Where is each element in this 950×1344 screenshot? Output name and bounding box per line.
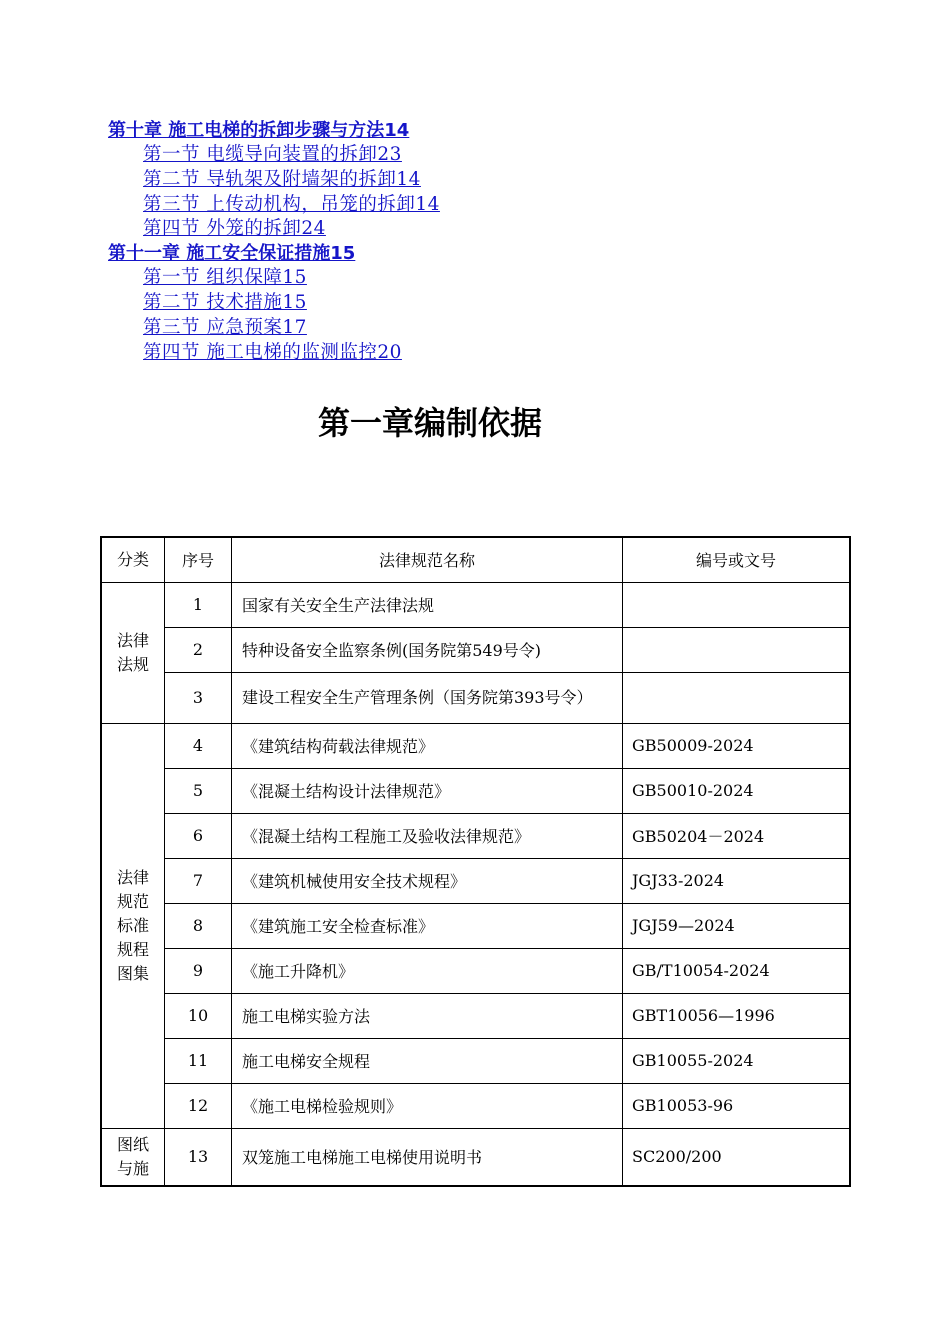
header-name: 法律规范名称 bbox=[232, 537, 623, 582]
category-label: 图纸与施 bbox=[116, 1134, 149, 1178]
toc-section-link[interactable]: 第三节 应急预案17 bbox=[143, 316, 307, 338]
table-row bbox=[101, 813, 850, 858]
row-name: 国家有关安全生产法律法规 bbox=[232, 582, 623, 627]
toc-chapter-11-link[interactable]: 第十一章 施工安全保证措施15 bbox=[108, 243, 356, 265]
toc-section-link[interactable]: 第一节 电缆导向装置的拆卸23 bbox=[143, 144, 402, 165]
row-code: JGJ59—2024 bbox=[623, 903, 851, 948]
row-name: 《施工升降机》 bbox=[232, 948, 623, 993]
table-row bbox=[101, 948, 850, 993]
row-code: GB50010-2024 bbox=[623, 768, 851, 813]
table-header-row bbox=[101, 537, 850, 582]
row-name: 《混凝土结构工程施工及验收法律规范》 bbox=[232, 813, 623, 858]
row-name: 《建筑施工安全检查标准》 bbox=[232, 903, 623, 948]
header-code: 编号或文号 bbox=[623, 537, 851, 582]
toc-section-link[interactable]: 第一节 组织保障15 bbox=[143, 267, 307, 289]
row-name: 施工电梯实验方法 bbox=[232, 993, 623, 1038]
table-row bbox=[101, 903, 850, 948]
row-code bbox=[623, 582, 851, 627]
row-number: 10 bbox=[165, 993, 232, 1038]
table-row bbox=[101, 627, 850, 672]
row-number: 5 bbox=[165, 768, 232, 813]
toc-section-link[interactable]: 第二节 技术措施15 bbox=[143, 291, 307, 313]
header-category: 分类 bbox=[101, 537, 165, 582]
row-number: 13 bbox=[165, 1128, 232, 1186]
table-row bbox=[101, 582, 850, 627]
category-label: 法律法规 bbox=[116, 630, 149, 674]
chapter-heading: 第一章编制依据 bbox=[317, 404, 542, 442]
row-name: 施工电梯安全规程 bbox=[232, 1038, 623, 1083]
row-number: 1 bbox=[165, 582, 232, 627]
row-name: 《施工电梯检验规则》 bbox=[232, 1083, 623, 1128]
row-code: GB50009-2024 bbox=[623, 723, 851, 768]
row-code bbox=[623, 672, 851, 723]
row-code bbox=[623, 627, 851, 672]
toc-section-link[interactable]: 第三节 上传动机构，吊笼的拆卸14 bbox=[143, 193, 440, 215]
toc-section-link[interactable]: 第二节 导轨架及附墙架的拆卸14 bbox=[143, 168, 421, 190]
row-name: 双笼施工电梯施工电梯使用说明书 bbox=[232, 1128, 623, 1186]
row-name: 《建筑结构荷载法律规范》 bbox=[232, 723, 623, 768]
category-cell bbox=[101, 1128, 165, 1186]
header-number: 序号 bbox=[165, 537, 232, 582]
row-number: 6 bbox=[165, 813, 232, 858]
table-row bbox=[101, 672, 850, 723]
row-code: JGJ33-2024 bbox=[623, 858, 851, 903]
row-number: 3 bbox=[165, 672, 232, 723]
table-row bbox=[101, 858, 850, 903]
toc-chapter-10-link[interactable]: 第十章 施工电梯的拆卸步骤与方法14 bbox=[108, 120, 410, 141]
row-number: 12 bbox=[165, 1083, 232, 1128]
row-number: 9 bbox=[165, 948, 232, 993]
regulations-table bbox=[100, 536, 851, 1187]
row-code: GB/T10054-2024 bbox=[623, 948, 851, 993]
category-cell bbox=[101, 582, 165, 723]
row-name: 《建筑机械使用安全技术规程》 bbox=[232, 858, 623, 903]
row-name: 《混凝土结构设计法律规范》 bbox=[232, 768, 623, 813]
row-number: 2 bbox=[165, 627, 232, 672]
row-number: 8 bbox=[165, 903, 232, 948]
row-number: 11 bbox=[165, 1038, 232, 1083]
table-row bbox=[101, 1083, 850, 1128]
table-row bbox=[101, 768, 850, 813]
table-row bbox=[101, 1128, 850, 1186]
toc-section-link[interactable]: 第四节 外笼的拆卸24 bbox=[143, 218, 326, 240]
row-code: GBT10056—1996 bbox=[623, 993, 851, 1038]
table-row bbox=[101, 1038, 850, 1083]
table-of-contents bbox=[108, 119, 868, 365]
row-code: GB10055-2024 bbox=[623, 1038, 851, 1083]
row-code: GB50204－2024 bbox=[623, 813, 851, 858]
row-code: SC200/200 bbox=[623, 1128, 851, 1186]
category-cell bbox=[101, 723, 165, 1128]
row-number: 7 bbox=[165, 858, 232, 903]
row-number: 4 bbox=[165, 723, 232, 768]
category-label: 法律规范标准规程图集 bbox=[116, 867, 149, 983]
row-name: 建设工程安全生产管理条例（国务院第393号令） bbox=[232, 672, 623, 723]
table-row bbox=[101, 993, 850, 1038]
table-row bbox=[101, 723, 850, 768]
row-code: GB10053-96 bbox=[623, 1083, 851, 1128]
toc-section-link[interactable]: 第四节 施工电梯的监测监控20 bbox=[143, 341, 402, 363]
row-name: 特种设备安全监察条例(国务院第549号令) bbox=[232, 627, 623, 672]
